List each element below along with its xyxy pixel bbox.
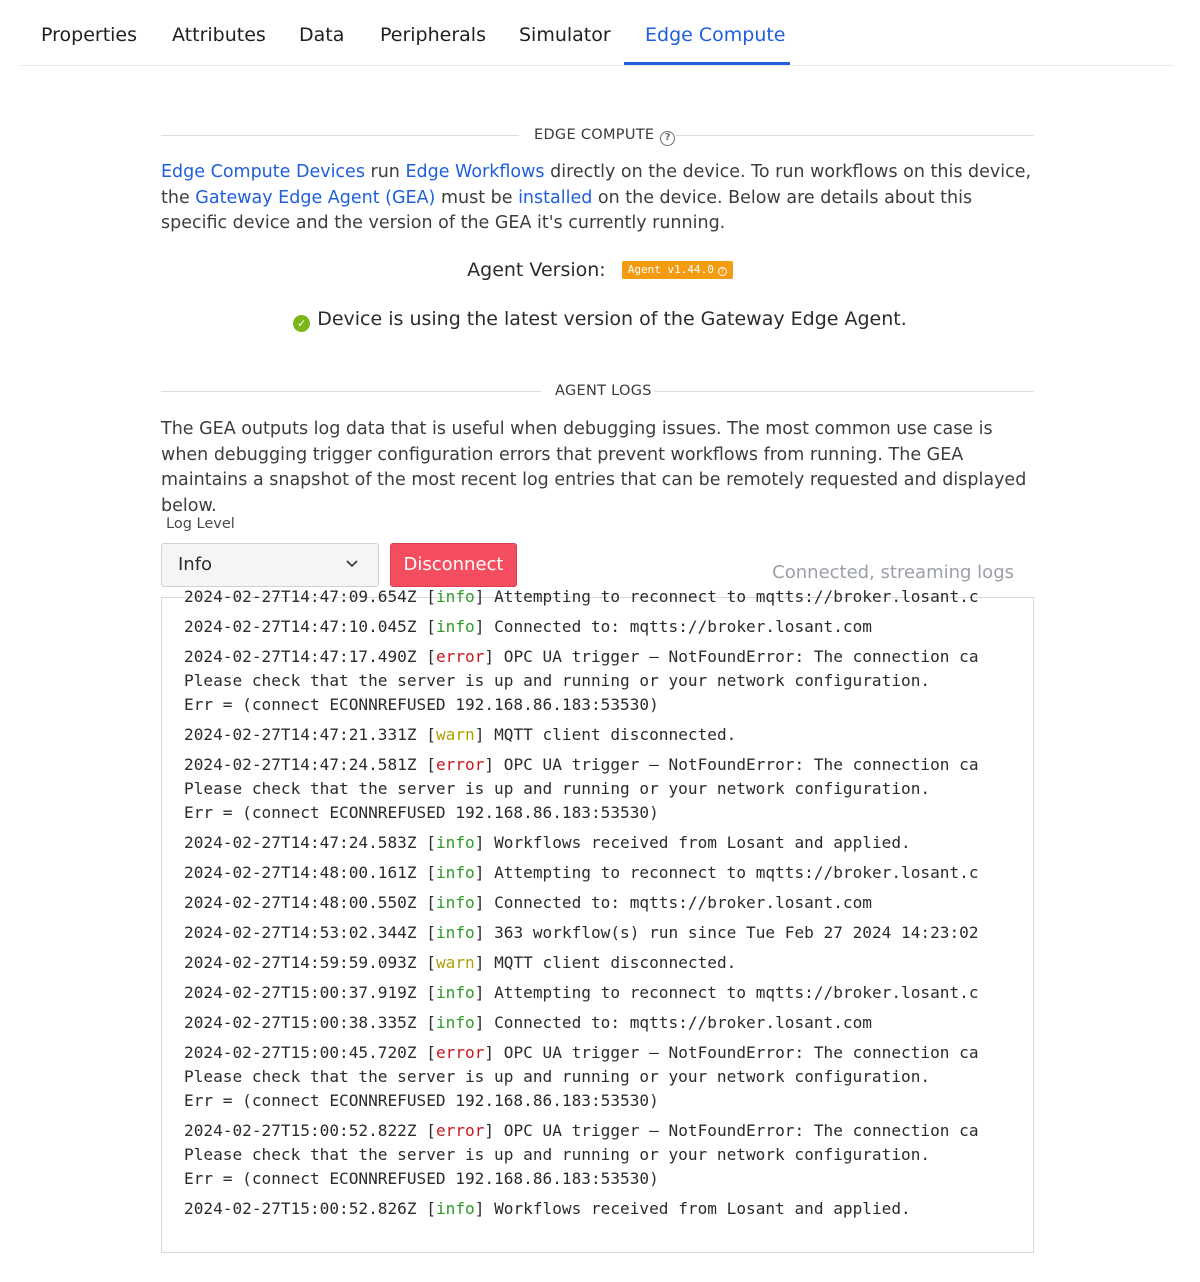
log-message: Workflows received from Losant and applied.: [494, 833, 911, 852]
log-message: MQTT client disconnected.: [494, 725, 737, 744]
log-level-text: warn: [435, 953, 475, 972]
log-level: [info]: [416, 1199, 495, 1218]
log-entry: [184, 861, 1031, 891]
log-level: [info]: [416, 587, 495, 606]
log-level: [info]: [416, 983, 495, 1002]
log-level-text: info: [435, 983, 475, 1002]
log-entry: [184, 831, 1031, 861]
log-entry: [184, 951, 1031, 981]
log-message: MQTT client disconnected.: [494, 953, 737, 972]
log-entry: [184, 1119, 1031, 1197]
log-level-text: error: [435, 1043, 485, 1062]
log-level-select[interactable]: [161, 543, 379, 587]
log-timestamp: 2024-02-27T14:47:17.490Z: [184, 647, 417, 666]
link-edge-workflows[interactable]: Edge Workflows: [405, 162, 545, 182]
tab-edge-compute[interactable]: Edge Compute: [645, 24, 786, 46]
agent-version-badge[interactable]: Agent v1.44.0 ?: [622, 261, 733, 279]
edge-compute-description: Edge Compute Devices run Edge Workflows directly on the device. To run workflows on this device, the Gateway Edge Agent (GEA) must be installed on the device. Below are details about this specific device and the version of the GEA it's currently running.: [161, 162, 1032, 233]
log-entry: [184, 1197, 1031, 1227]
log-message: OPC UA trigger – NotFoundError: The connection ca Please check that the server is up and running or your network configuration. Err = (connect ECONNREFUSED 192.168.86.183:53530): [184, 1043, 979, 1110]
agent-logs-description: The GEA outputs log data that is useful when debugging issues. The most common use case is when debugging trigger configuration errors that prevent workflows from running. The GEA maintains a snapshot of the most recent log entries that can be remotely requested and displayed below.: [161, 419, 1027, 516]
log-timestamp: 2024-02-27T15:00:37.919Z: [184, 983, 417, 1002]
log-level: [info]: [416, 833, 495, 852]
link-edge-compute-devices[interactable]: Edge Compute Devices: [161, 162, 365, 182]
edge-compute-divider: [161, 125, 1034, 145]
section-title-text: EDGE COMPUTE: [534, 127, 655, 143]
log-timestamp: 2024-02-27T14:47:24.581Z: [184, 755, 417, 774]
log-level: [error]: [416, 647, 504, 666]
log-level: [warn]: [416, 953, 495, 972]
disconnect-button[interactable]: Disconnect: [390, 543, 517, 587]
log-level: [error]: [416, 1121, 504, 1140]
log-timestamp: 2024-02-27T14:59:59.093Z: [184, 953, 417, 972]
log-message: Connected to: mqtts://broker.losant.com: [494, 617, 872, 636]
link-gateway-edge-agent[interactable]: Gateway Edge Agent (GEA): [195, 187, 436, 208]
tab-attributes[interactable]: Attributes: [172, 24, 266, 46]
log-message: Attempting to reconnect to mqtts://broker.losant.c: [494, 983, 979, 1002]
log-entry: [184, 615, 1031, 645]
agent-version-row: [0, 258, 1200, 284]
log-message: Workflows received from Losant and applied.: [494, 1199, 911, 1218]
log-level-value: Info: [178, 554, 213, 575]
log-timestamp: 2024-02-27T14:47:21.331Z: [184, 725, 417, 744]
log-entry: [184, 645, 1031, 723]
log-level-text: error: [435, 755, 485, 774]
log-level-text: info: [435, 863, 475, 882]
agent-logs-section-title: AGENT LOGS: [555, 383, 652, 399]
log-message: OPC UA trigger – NotFoundError: The connection ca Please check that the server is up and running or your network configuration. Err = (connect ECONNREFUSED 192.168.86.183:53530): [184, 647, 979, 714]
log-level-text: info: [435, 833, 475, 852]
help-icon[interactable]: ?: [660, 131, 675, 146]
tab-bar: [20, 0, 1174, 66]
tab-data[interactable]: Data: [299, 24, 345, 46]
log-timestamp: 2024-02-27T15:00:52.822Z: [184, 1121, 417, 1140]
tab-properties[interactable]: Properties: [41, 24, 138, 46]
log-level: [error]: [416, 755, 504, 774]
log-timestamp: 2024-02-27T15:00:52.826Z: [184, 1199, 417, 1218]
log-level-text: info: [435, 893, 475, 912]
log-level-text: warn: [435, 725, 475, 744]
log-level-text: info: [435, 587, 475, 606]
log-timestamp: 2024-02-27T14:47:24.583Z: [184, 833, 417, 852]
log-level-text: error: [435, 647, 485, 666]
edge-compute-section-title: [534, 125, 675, 145]
log-viewer[interactable]: [161, 587, 1034, 1253]
connection-status: Connected, streaming logs: [772, 562, 1014, 583]
log-level-text: info: [435, 1199, 475, 1218]
log-level: [warn]: [416, 725, 495, 744]
log-entry: [184, 723, 1031, 753]
log-timestamp: 2024-02-27T14:53:02.344Z: [184, 923, 417, 942]
log-timestamp: 2024-02-27T14:47:09.654Z: [184, 587, 417, 606]
latest-version-message: Device is using the latest version of the Gateway Edge Agent.: [317, 308, 907, 330]
log-level: [info]: [416, 1013, 495, 1032]
log-timestamp: 2024-02-27T14:48:00.550Z: [184, 893, 417, 912]
agent-logs-divider: [161, 381, 1034, 401]
log-message: Attempting to reconnect to mqtts://broker.losant.c: [494, 863, 979, 882]
latest-version-status: [0, 308, 1200, 334]
log-level-text: error: [435, 1121, 485, 1140]
chevron-down-icon: [346, 557, 358, 569]
log-timestamp: 2024-02-27T15:00:45.720Z: [184, 1043, 417, 1062]
log-entry: [184, 585, 1031, 615]
log-entry: [184, 1011, 1031, 1041]
log-message: Attempting to reconnect to mqtts://broker.losant.c: [494, 587, 979, 606]
tab-peripherals[interactable]: Peripherals: [380, 24, 486, 46]
link-installed[interactable]: installed: [518, 187, 593, 208]
info-icon: ?: [718, 267, 727, 276]
log-level: [info]: [416, 923, 495, 942]
agent-version-label: Agent Version:: [467, 258, 606, 281]
log-level-label: Log Level: [166, 516, 235, 532]
check-circle-icon: ✓: [293, 315, 310, 332]
log-level: [info]: [416, 893, 495, 912]
log-message: Connected to: mqtts://broker.losant.com: [494, 1013, 872, 1032]
tab-simulator[interactable]: Simulator: [519, 24, 611, 46]
log-level-text: info: [435, 617, 475, 636]
log-level: [error]: [416, 1043, 504, 1062]
log-list: [184, 585, 1031, 1227]
active-tab-indicator: [624, 62, 790, 65]
log-level-text: info: [435, 923, 475, 942]
log-entry: [184, 981, 1031, 1011]
log-message: 363 workflow(s) run since Tue Feb 27 2024 14:23:02: [494, 923, 979, 942]
log-level-text: info: [435, 1013, 475, 1032]
log-level: [info]: [416, 863, 495, 882]
log-message: Connected to: mqtts://broker.losant.com: [494, 893, 872, 912]
log-entry: [184, 891, 1031, 921]
log-message: OPC UA trigger – NotFoundError: The connection ca Please check that the server is up and running or your network configuration. Err = (connect ECONNREFUSED 192.168.86.183:53530): [184, 755, 979, 822]
log-timestamp: 2024-02-27T15:00:38.335Z: [184, 1013, 417, 1032]
log-timestamp: 2024-02-27T14:47:10.045Z: [184, 617, 417, 636]
log-level: [info]: [416, 617, 495, 636]
log-entry: [184, 753, 1031, 831]
log-entry: [184, 921, 1031, 951]
log-timestamp: 2024-02-27T14:48:00.161Z: [184, 863, 417, 882]
log-message: OPC UA trigger – NotFoundError: The connection ca Please check that the server is up and running or your network configuration. Err = (connect ECONNREFUSED 192.168.86.183:53530): [184, 1121, 979, 1188]
log-entry: [184, 1041, 1031, 1119]
